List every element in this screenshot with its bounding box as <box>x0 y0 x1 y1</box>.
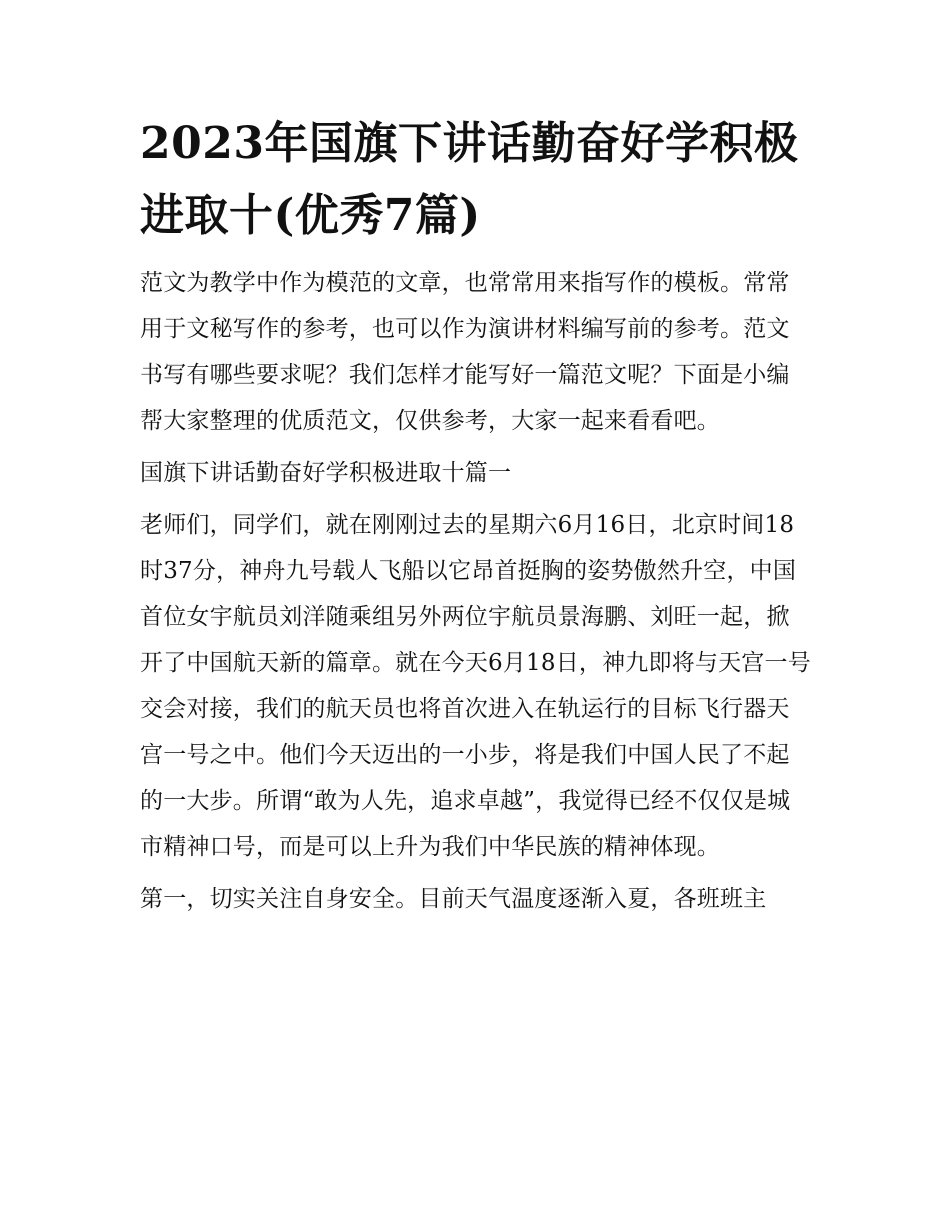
document-page <box>140 108 812 922</box>
document-title: 2023年国旗下讲话勤奋好学积极进取十(优秀7篇) <box>140 118 799 241</box>
section-heading: 国旗下讲话勤奋好学积极进取十篇一 <box>140 460 512 486</box>
intro-paragraph: 范文为教学中作为模范的文章，也常常用来指写作的模板。常常用于文秘写作的参考，也可以作为演讲材料编写前的参考。范文书写有哪些要求呢？我们怎样才能写好一篇范文呢？下面是小编帮大家整理的优质范文，仅供参考，大家一起来看看吧。 <box>140 270 790 434</box>
body-paragraph-2: 第一，切实关注自身安全。目前天气温度逐渐入夏，各班班主 <box>140 886 767 912</box>
body-paragraph-1: 老师们，同学们，就在刚刚过去的星期六6月16日，北京时间18时37分，神舟九号载人飞船以它昂首挺胸的姿势傲然升空，中国首位女宇航员刘洋随乘组另外两位宇航员景海鹏、刘旺一起，掀开了中国航天新的篇章。就在今天6月18日，神九即将与天宫一号交会对接，我们的航天员也将首次进入在轨运行的目标飞行器天宫一号之中。他们今天迈出的一小步，将是我们中国人民了不起的一大步。所谓“敢为人先，追求卓越”，我觉得已经不仅仅是城市精神口号，而是可以上升为我们中华民族的精神体现。 <box>140 512 811 860</box>
